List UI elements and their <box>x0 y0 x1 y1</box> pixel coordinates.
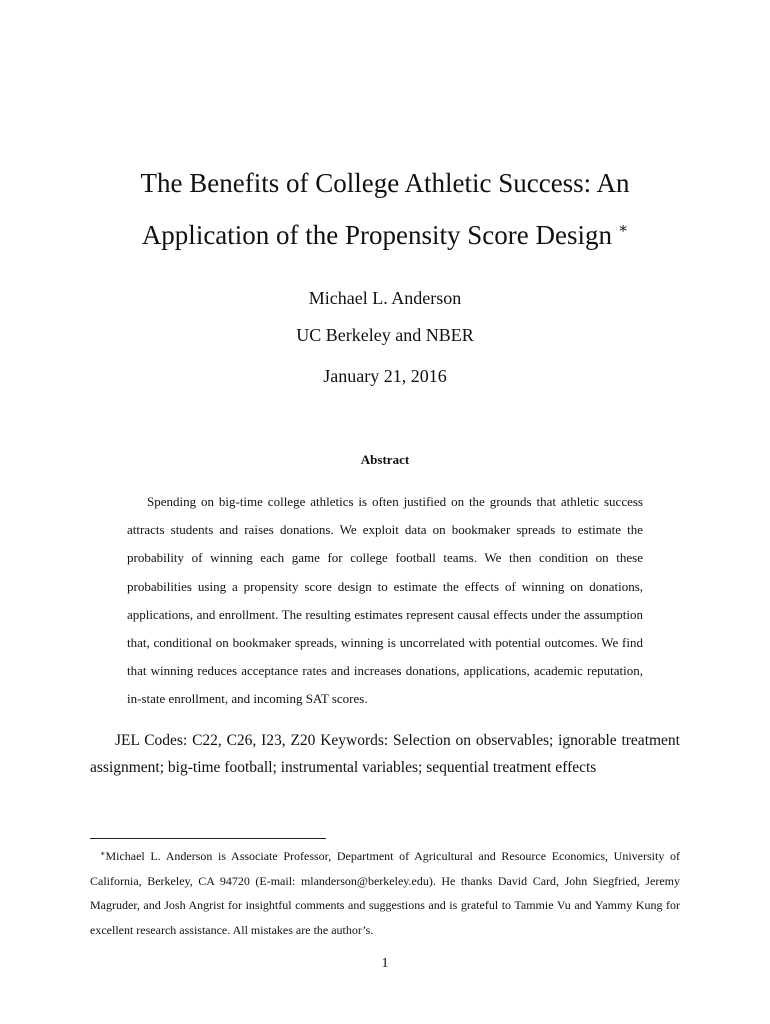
author-name: Michael L. Anderson <box>308 288 462 308</box>
footnote-text: Michael L. Anderson is Associate Professor, Department of Agricultural and Resource Economics, University of California, Berkeley, CA 94720 (E-mail: mlanderson@berkeley.edu). He thanks David Card, John Siegfried, Jeremy Magruder, and Josh Angrist for insightful comments and suggestions and is grateful to Tammie Vu and Yammy Kung for excellent research assistance. All mistakes are the author’s. <box>90 849 680 937</box>
paper-title-line-1 <box>60 170 710 197</box>
paper-date: January 21, 2016 <box>323 366 447 386</box>
footnote-divider <box>90 838 326 839</box>
author-footnote <box>90 842 680 942</box>
title-footnote-marker[interactable]: ∗ <box>617 221 629 237</box>
footnote-marker: ∗ <box>100 849 106 858</box>
author-affiliation: UC Berkeley and NBER <box>296 325 474 345</box>
title-text-line-1: The Benefits of College Athletic Success: An <box>140 168 630 198</box>
paper-title-line-2 <box>60 222 710 249</box>
abstract-body: Spending on big-time college athletics is often justified on the grounds that athletic success attracts students and raises donations. We exploit data on bookmaker spreads to estimate the probability of winning each game for college football teams. We then condition on these probabilities using a propensity score design to estimate the effects of winning on donations, applications, and enrollment. The resulting estimates represent causal effects under the assumption that, conditional on bookmaker spreads, winning is uncorrelated with potential outcomes. We find that winning reduces acceptance rates and increases donations, applications, academic reputation, in-state enrollment, and incoming SAT scores. <box>127 494 643 707</box>
jel-codes-keywords: JEL Codes: C22, C26, I23, Z20 Keywords: Selection on observables; ignorable treatment assignment; big-time football; instrumental variables; sequential treatment effects <box>90 732 680 776</box>
abstract-heading: Abstract <box>360 452 410 467</box>
page-number: 1 <box>381 956 389 971</box>
title-text-line-2: Application of the Propensity Score Design <box>141 220 612 250</box>
